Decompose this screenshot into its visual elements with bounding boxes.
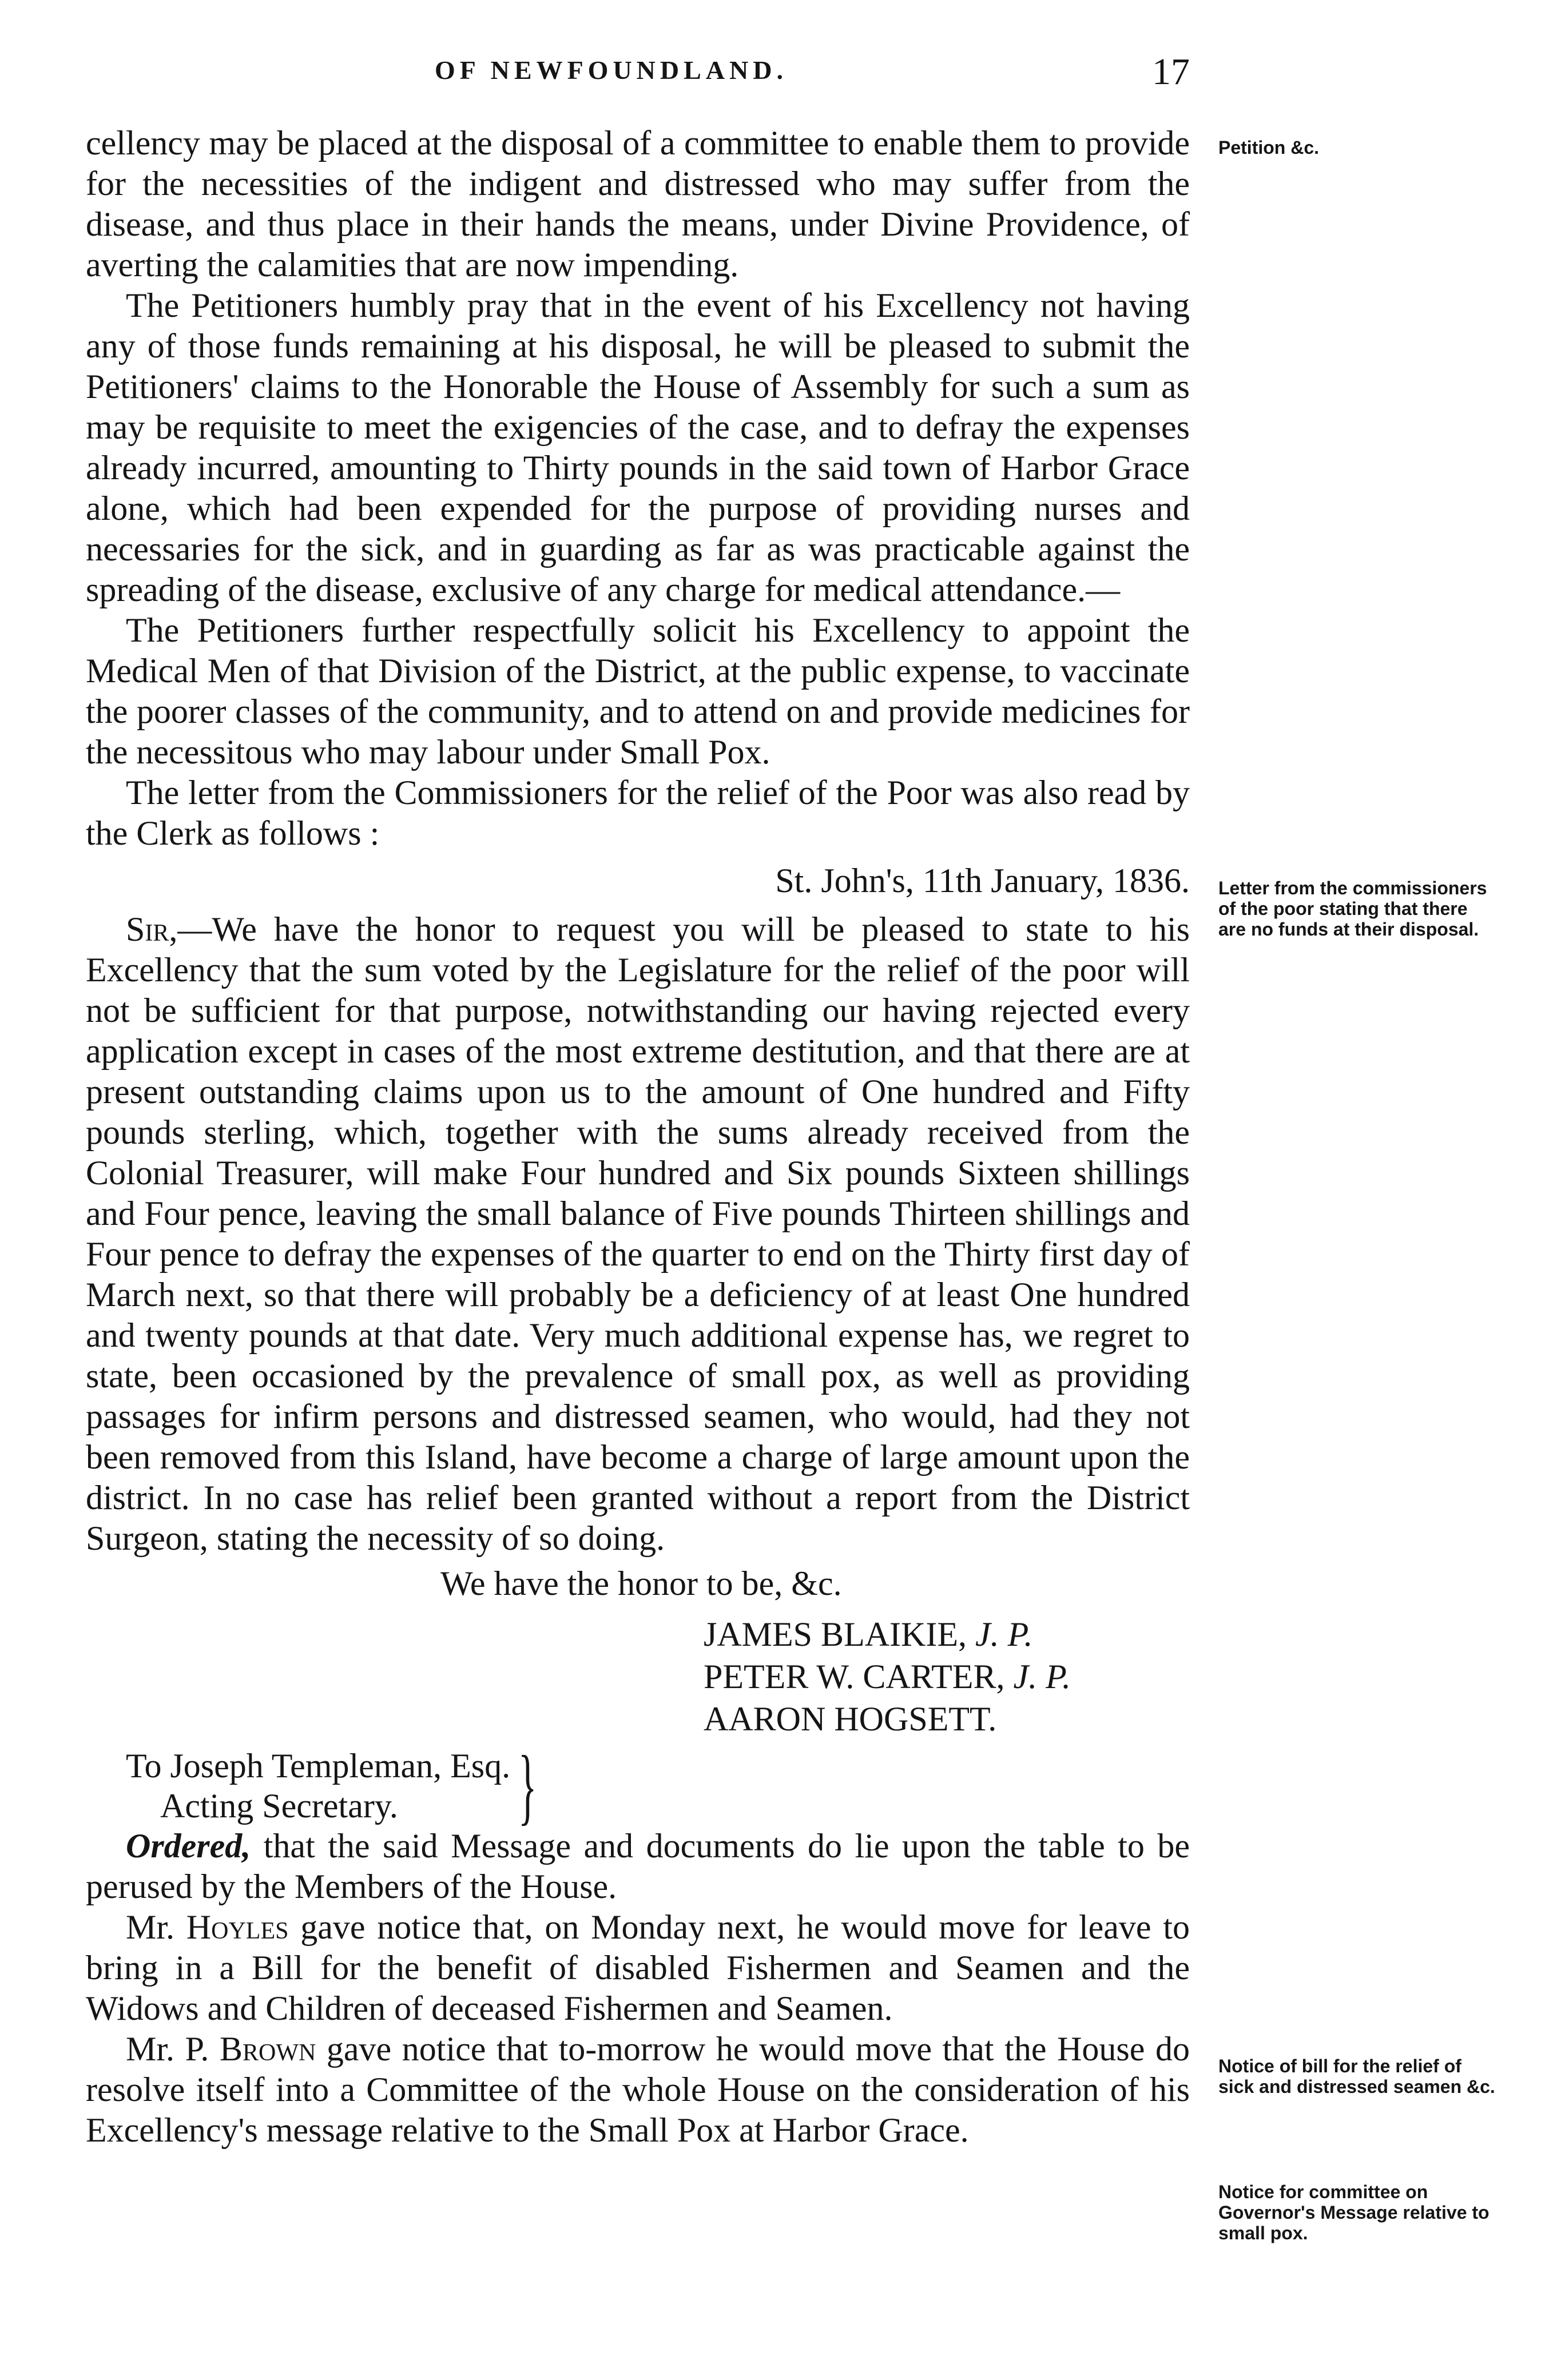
- signer-title: J. P.: [975, 1615, 1033, 1653]
- page-number: 17: [1152, 51, 1190, 93]
- paragraph-petition-end: cellency may be placed at the disposal of a committee to enable them to provide for the necessities of the indigent and distressed who may suffer from the disease, and thus place in their hands the means, under Divine Providence, of averting the calamities that are now impending.: [86, 124, 1190, 284]
- signer-name: JAMES BLAIKIE,: [704, 1615, 975, 1653]
- letter-addressee: [86, 1738, 1190, 1833]
- signer: [704, 1613, 1190, 1655]
- letter-salutation: Sir,: [126, 910, 178, 948]
- letter-closing: We have the honor to be, &c.: [440, 1565, 842, 1602]
- paragraph-ordered: [86, 1826, 1190, 1907]
- margin-note-petition: Petition &c.: [1218, 137, 1320, 158]
- main-text: [86, 123, 1190, 2151]
- hoyles-name: Hoyles: [186, 1908, 289, 1946]
- paragraph-petitioners-pray: The Petitioners humbly pray that in the event of his Excellency not having any of those funds remaining at his disposal, he will be pleased to submit the Petitioners' claims to the Honorable the House of Assembly for such a sum as may be requisite to meet the exigencies of the case, and to defray the expenses already incurred, amounting to Thirty pounds in the said town of Harbor Grace alone, which had been expended for the purpose of providing nurses and necessaries for the sick, and in guarding as far as was practicable against the spreading of the disease, exclusive of any charge for medical attendance.—: [86, 286, 1190, 608]
- letter-signers: [86, 1613, 1190, 1740]
- addressee-name: To Joseph Templeman, Esq.: [126, 1747, 511, 1785]
- brace-glyph: }: [518, 1738, 537, 1833]
- margin-note-letter: Letter from the commissioners of the poor stating that there are no funds at their disposal.: [1218, 878, 1487, 940]
- signer-title: J. P.: [1013, 1658, 1071, 1696]
- signer-name: AARON HOGSETT.: [704, 1700, 997, 1738]
- letter-body: [86, 909, 1190, 1559]
- signer: [704, 1655, 1190, 1698]
- hoyles-text: gave notice that, on Monday next, he would move for leave to bring in a Bill for the benefit of disabled Fishermen and Seamen and the Widows and Children of deceased Fishermen and Seamen.: [86, 1908, 1190, 2027]
- hoyles-prefix: Mr.: [126, 1908, 186, 1946]
- ordered-word: Ordered,: [126, 1827, 251, 1865]
- signer: [704, 1698, 1190, 1740]
- letter-body-text: —We have the honor to request you will be pleased to state to his Excellency that the sum voted by the Legislature for the relief of the poor will not be sufficient for that purpose, notwithstanding our having rejected every application except in cases of the most extreme destitution, and that there are at present outstanding claims upon us to the amount of One hundred and Fifty pounds sterling, which, together with the sums already received from the Colonial Treasurer, will make Four hundred and Six pounds Sixteen shillings and Four pence, leaving the small balance of Five pounds Thirteen shillings and Four pence to defray the expenses of the quarter to end on the Thirty first day of March next, so that there will probably be a deficiency of at least One hundred and twenty pounds at that date. Very much additional expense has, we regret to state, been occasioned by the prevalence of small pox, as well as providing passages for infirm persons and distressed seamen, who would, had they not been removed from this Island, have become a charge of large amount upon the district. In no case has relief been granted without a report from the District Surgeon, stating the necessity of so doing.: [86, 910, 1190, 1557]
- brown-text: gave notice that to-morrow he would move that the House do resolve itself into a Committee of the whole House on the consideration of his Excellency's message relative to the Small Pox at Harbor Grace.: [86, 2030, 1190, 2149]
- running-title: OF NEWFOUNDLAND.: [435, 55, 788, 85]
- page-header: [86, 50, 1190, 102]
- paragraph-petitioners-solicit: The Petitioners further respectfully solicit his Excellency to appoint the Medical Men of that Division of the District, at the public expense, to vaccinate the poorer classes of the community, and to attend on and provide medicines for the necessitous who may labour under Small Pox.: [86, 611, 1190, 771]
- paragraph-letter-intro: The letter from the Commissioners for the relief of the Poor was also read by the Clerk as follows :: [86, 774, 1190, 852]
- paragraph-brown-notice: [86, 2029, 1190, 2151]
- margin-note-committee: Notice for committee on Governor's Message relative to small pox.: [1218, 2182, 1490, 2243]
- paragraph-hoyles-notice: [86, 1907, 1190, 2029]
- ordered-text: that the said Message and documents do lie upon the table to be perused by the Members of the House.: [86, 1827, 1190, 1905]
- addressee-lines: [126, 1746, 510, 1826]
- brown-prefix: Mr. P.: [126, 2030, 220, 2068]
- margin-note-bill: Notice of bill for the relief of sick and distressed seamen &c.: [1218, 2056, 1495, 2097]
- brown-name: Brown: [219, 2030, 316, 2068]
- signer-name: PETER W. CARTER,: [704, 1658, 1014, 1696]
- letter-dateline: St. John's, 11th January, 1836.: [775, 862, 1190, 900]
- addressee-title: Acting Secretary.: [160, 1787, 398, 1825]
